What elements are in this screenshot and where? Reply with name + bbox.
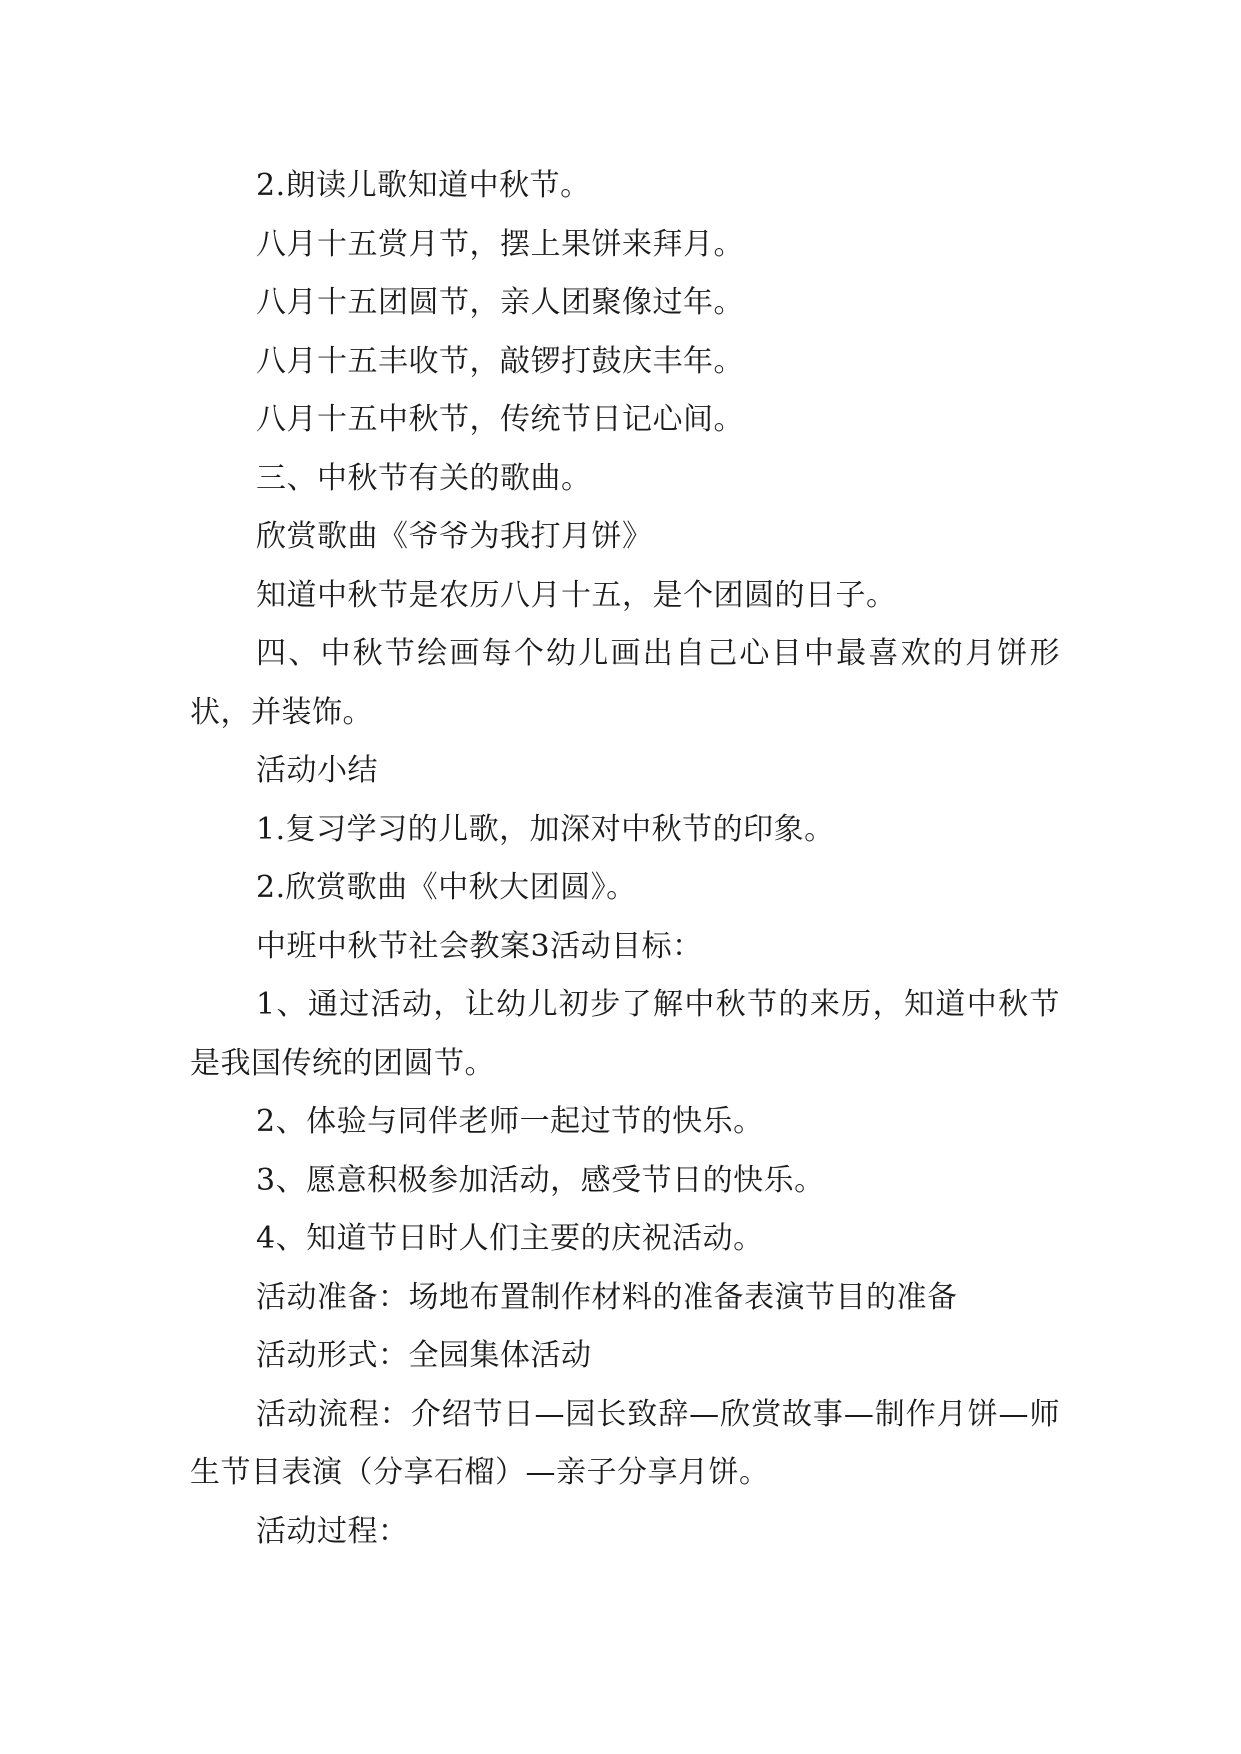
paragraph: 1、通过活动，让幼儿初步了解中秋节的来历，知道中秋节是我国传统的团圆节。 [190, 987, 1060, 1081]
paragraph: 2.朗读儿歌知道中秋节。 [256, 168, 591, 203]
section-heading: 四、中秋节绘画每个幼儿画出自己心目中最喜欢的月饼形状，并装饰。 [190, 636, 1060, 730]
paragraph: 1.复习学习的儿歌，加深对中秋节的印象。 [256, 811, 835, 847]
paragraph: 4、知道节日时人们主要的庆祝活动。 [256, 1221, 764, 1256]
document-body [190, 157, 1060, 1561]
paragraph: 活动形式：全园集体活动 [256, 1338, 592, 1373]
paragraph: 八月十五中秋节，传统节日记心间。 [256, 402, 744, 437]
section-heading: 活动小结 [256, 753, 378, 788]
paragraph: 3、愿意积极参加活动，感受节日的快乐。 [256, 1162, 825, 1198]
paragraph: 2.欣赏歌曲《中秋大团圆》。 [256, 870, 637, 905]
paragraph: 八月十五团圆节，亲人团聚像过年。 [256, 285, 744, 320]
paragraph: 八月十五丰收节，敲锣打鼓庆丰年。 [256, 343, 744, 379]
section-heading: 中班中秋节社会教案3活动目标： [256, 928, 703, 964]
paragraph: 活动流程：介绍节日—园长致辞—欣赏故事—制作月饼—师生节目表演（分享石榴）—亲子分享月饼。 [190, 1396, 1060, 1490]
section-heading: 活动过程： [256, 1513, 409, 1549]
paragraph: 欣赏歌曲《爷爷为我打月饼》 [256, 519, 653, 554]
paragraph: 活动准备：场地布置制作材料的准备表演节目的准备 [256, 1279, 958, 1315]
paragraph: 八月十五赏月节，摆上果饼来拜月。 [256, 226, 744, 262]
paragraph: 2、体验与同伴老师一起过节的快乐。 [256, 1104, 764, 1139]
paragraph: 知道中秋节是农历八月十五，是个团圆的日子。 [256, 577, 897, 613]
section-heading: 三、中秋节有关的歌曲。 [256, 460, 592, 496]
